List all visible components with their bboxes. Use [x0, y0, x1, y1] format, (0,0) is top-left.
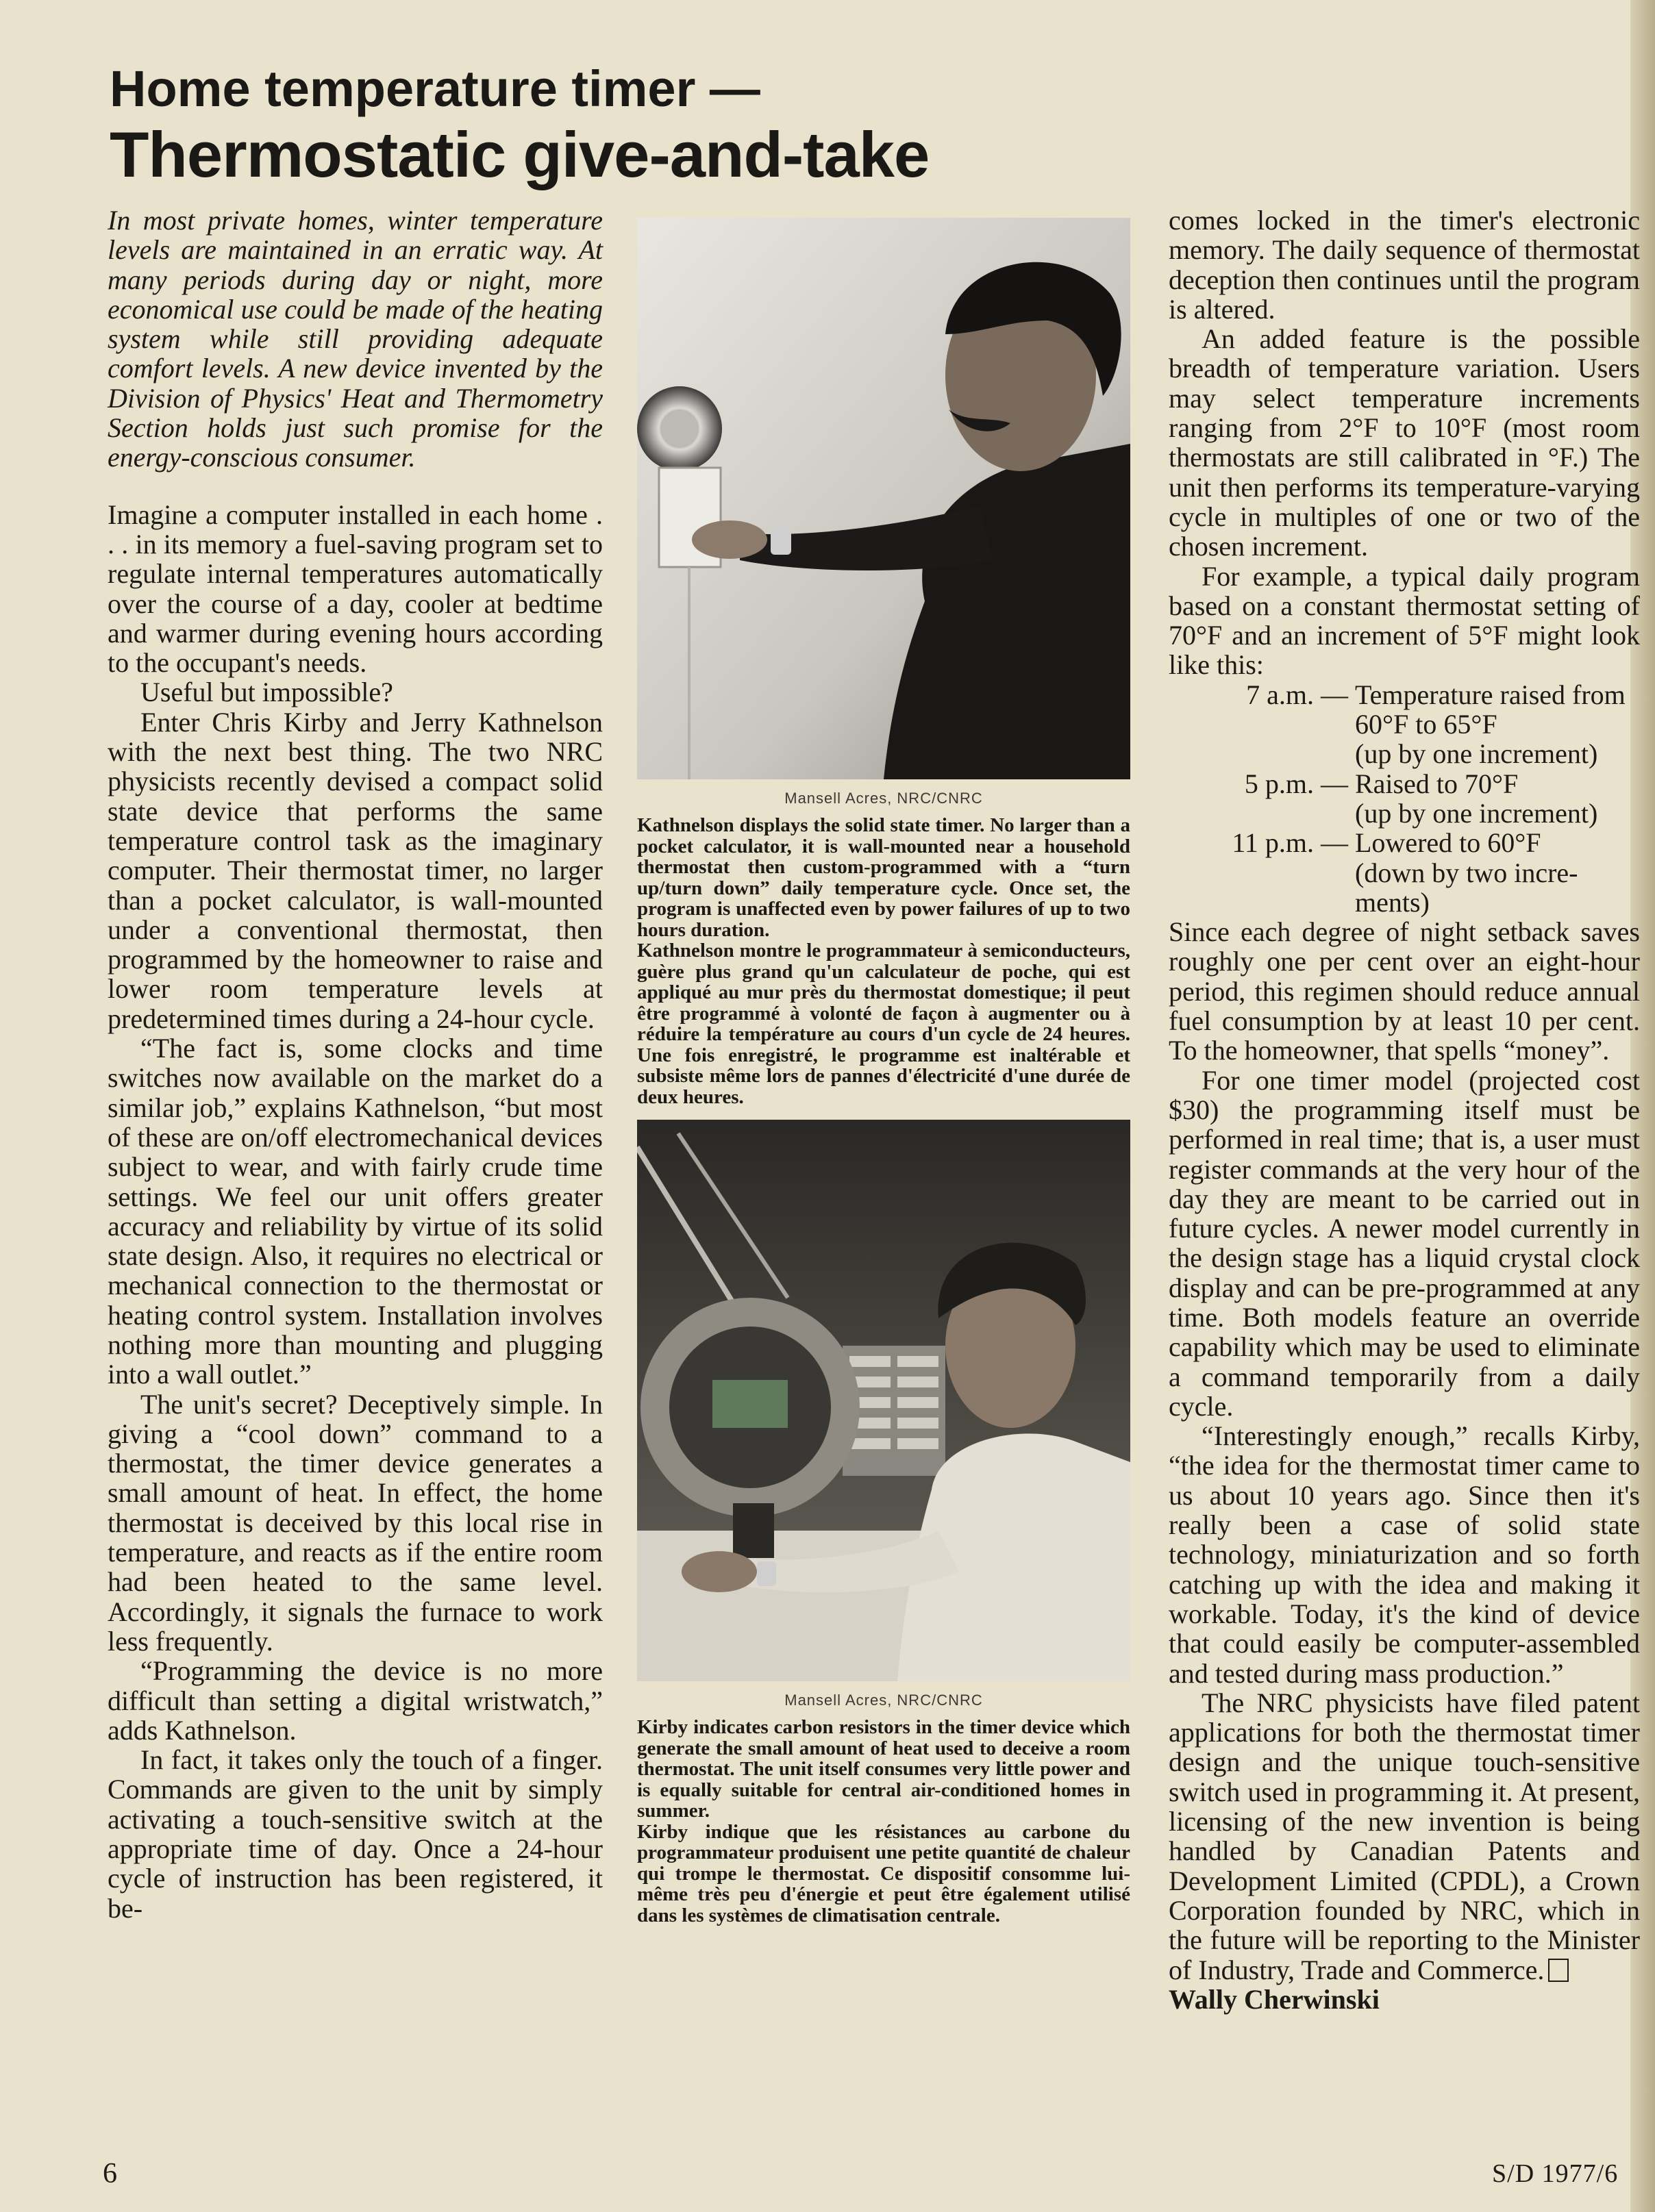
schedule-text: Lowered to 60°F	[1355, 827, 1541, 859]
caption-english: Kirby indicates carbon resistors in the timer device which generate the small amount of heat used to deceive a room thermostat. The unit itself consumes very little power and is equally suitable for central air-conditioned homes in summer.	[637, 1716, 1130, 1822]
closing-paragraph-text: The NRC physicists have filed patent applications for both the thermostat timer design and the unique touch-sensitive switch used in programming it. At present, licensing of the new invention is being handled by Canadian Patents and Development Limited (CPDL), a Crown Corporation founded by NRC, which in the future will be reporting to the Minister of Industry, Trade and Commerce.	[1169, 1687, 1640, 1985]
schedule-text: 60°F to 65°F	[1355, 709, 1497, 740]
schedule-text: ments)	[1355, 886, 1430, 918]
body-paragraph: “The fact is, some clocks and time switches now available on the market do a similar job,” explains Kathnelson, “but most of these are on/off electromechanical devices subject to wear, and with fairly crude time settings. We feel our unit offers greater accuracy and reliability by virtue of its solid state design. Also, it requires no electrical or mechanical connection to the thermostat or heating control system. Installation involves nothing more than mounting and plugging into a wall outlet.”	[108, 1033, 603, 1390]
photo-credit: Mansell Acres, NRC/CNRC	[784, 790, 983, 807]
temperature-schedule	[1169, 680, 1640, 917]
caption-french: Kirby indique que les résistances au carbone du programmateur produisent une petite quantité de chaleur qui trompe le thermostat. Ce dispositif consomme lui-même très peu d'énergie et peut être également utilisé dans les systèmes de climatisation centrale.	[637, 1820, 1130, 1926]
body-paragraph: In fact, it takes only the touch of a finger. Commands are given to the unit by simply activating a touch-sensitive switch at the appropriate time of day. Once a 24-hour cycle of instruction has been registered, it be-	[108, 1744, 603, 1924]
photo-kirby-image	[637, 1120, 1130, 1681]
issue-folio: S/D 1977/6	[1492, 2159, 1619, 2188]
page-number: 6	[103, 2158, 117, 2189]
schedule-time: 7 a.m. —	[1246, 679, 1348, 710]
body-paragraph: For one timer model (projected cost $30) the programming itself must be performed in real time; that is, a user must register commands at the very hour of the day they are meant to be carried out in future cycles. A newer model currently in the design stage has a liquid crystal clock display and can be pre-programmed at any time. Both models feature an override capability which may be used to eliminate a command temporarily from a daily cycle.	[1169, 1064, 1640, 1422]
body-paragraph: Enter Chris Kirby and Jerry Kathnelson with the next best thing. The two NRC physicists recently devised a compact solid state device that performs the same temperature control task as the imaginary computer. Their thermostat timer, no larger than a pocket calculator, is wall-mounted under a conventional thermostat, then programmed by the homeowner to raise and lower room temperature levels at predetermined times during a 24-hour cycle.	[108, 706, 603, 1034]
schedule-row	[1169, 828, 1640, 857]
body-paragraph	[1169, 1688, 1640, 1985]
caption-english: Kathnelson displays the solid state timer. No larger than a pocket calculator, it is wall-mounted near a household thermostat then custom-programmed with a “turn up/turn down” daily temperature cycle. Once set, the program is unaffected even by power failures of up to two hours duration.	[637, 814, 1130, 941]
column-2-photos	[637, 218, 1130, 1926]
body-paragraph: “Programming the device is no more difficult than setting a digital wristwatch,” adds Kathnelson.	[108, 1655, 603, 1746]
caption-french: Kathnelson montre le programmateur à semiconducteurs, guère plus grand qu'un calculateur de poche, qui est appliqué au mur près du thermostat domestique; il peut être programmé à volonté de façon à augmenter ou à réduire la température au cours d'un cycle de 24 heures. Une fois enregistré, le programme est inaltérable et subsiste même lors de pannes d'électricité d'une durée de deux heures.	[637, 940, 1130, 1108]
end-of-article-mark	[1548, 1959, 1569, 1982]
headline-title: Thermostatic give-and-take	[110, 118, 930, 190]
schedule-row	[1169, 680, 1640, 709]
author-byline: Wally Cherwinski	[1169, 1983, 1380, 2015]
photo-kathnelson-image	[637, 218, 1130, 779]
photo-kathnelson-thermostat	[637, 218, 1130, 779]
schedule-text: (down by two incre-	[1355, 857, 1578, 888]
headline-kicker: Home temperature timer —	[110, 60, 760, 117]
body-paragraph: An added feature is the possible breadth of temperature variation. Users may select temperature increments ranging from 2°F to 10°F (most room thermostats are still calibrated in °F.) The unit then performs its temperature-varying cycle in multiples of one or two of the chosen increment.	[1169, 323, 1640, 562]
body-paragraph: comes locked in the timer's electronic memory. The daily sequence of thermostat deception then continues until the program is altered.	[1169, 205, 1640, 325]
schedule-time: 11 p.m. —	[1232, 827, 1348, 859]
schedule-text: Temperature raised from	[1355, 679, 1626, 710]
photo-credit: Mansell Acres, NRC/CNRC	[784, 1692, 983, 1709]
body-paragraph: For example, a typical daily program based on a constant thermostat setting of 70°F and an increment of 5°F might look like this:	[1169, 560, 1640, 681]
body-paragraph: Since each degree of night setback saves roughly one per cent over an eight-hour period, this regimen should reduce annual fuel consumption by at least 10 per cent. To the homeowner, that spells “money”.	[1169, 916, 1640, 1066]
schedule-text: (up by one increment)	[1355, 738, 1598, 770]
schedule-time: 5 p.m. —	[1244, 768, 1348, 799]
body-paragraph: The unit's secret? Deceptively simple. In giving a “cool down” command to a thermostat, the timer device generates a small amount of heat. In effect, the home thermostat is deceived by this local rise in temperature, and reacts as if the entire room had been heated to the same level. Accordingly, it signals the furnace to work less frequently.	[108, 1388, 603, 1657]
lede-paragraph: In most private homes, winter temperature levels are maintained in an erratic way. At many periods during day or night, more economical use could be made of the heating system while still providing adequate comfort levels. A new device invented by the Division of Physics' Heat and Thermometry Section holds just such promise for the energy-conscious consumer.	[108, 205, 603, 473]
column-1	[108, 205, 603, 1923]
body-paragraph: Imagine a computer installed in each home . . . in its memory a fuel-saving program set to regulate internal temperatures automatically over the course of a day, cooler at bedtime and warmer during evening hours according to the occupant's needs.	[108, 499, 603, 679]
schedule-text: Raised to 70°F	[1355, 768, 1519, 799]
body-paragraph: “Interestingly enough,” recalls Kirby, “the idea for the thermostat timer came to us about 10 years ago. Since then it's really been a case of solid state technology, miniaturization and so forth catching up with the idea and making it workable. Today, it's the kind of device that could easily be computer-assembled and tested during mass production.”	[1169, 1420, 1640, 1689]
photo-kirby-lab	[637, 1120, 1130, 1681]
schedule-row	[1169, 769, 1640, 799]
schedule-text: (up by one increment)	[1355, 797, 1598, 829]
body-paragraph: Useful but impossible?	[140, 677, 393, 708]
column-3	[1169, 205, 1640, 2014]
